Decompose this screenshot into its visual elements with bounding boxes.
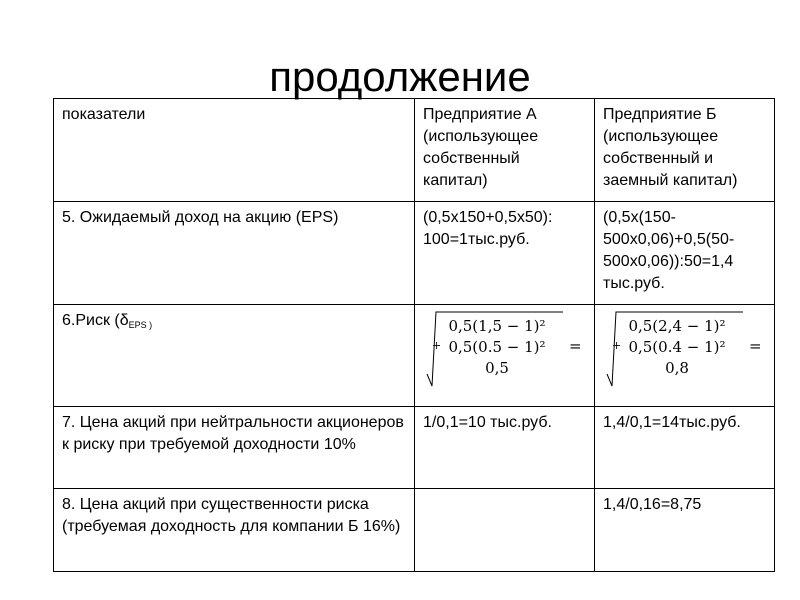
indicators-table xyxy=(53,98,775,572)
row8-company-b: 1,4/0,16=8,75 xyxy=(595,489,775,572)
table-row xyxy=(54,407,775,489)
row7-company-b: 1,4/0,1=14тыс.руб. xyxy=(595,407,775,489)
formula-b-body xyxy=(621,316,733,379)
row7-label: 7. Цена акций при нейтральности акционеров к риску при требуемой доходности 10% xyxy=(54,407,415,489)
header-company-a: Предприятие А (использующее собственный капитал) xyxy=(415,99,595,202)
formula-a-line1: 0,5(1,5 − 1)² xyxy=(448,317,546,335)
slide-title: продолжение xyxy=(269,53,531,100)
row5-company-a: (0,5х150+0,5х50): 100=1тыс.руб. xyxy=(415,202,595,305)
formula-a-equals: = xyxy=(569,337,582,355)
formula-a-body xyxy=(441,316,553,379)
formula-b-plus: + xyxy=(612,339,622,352)
risk-formula-a xyxy=(423,308,583,390)
row6-label xyxy=(54,305,415,407)
header-indicators: показатели xyxy=(54,99,415,202)
row6-label-text: 6.Риск (δ xyxy=(62,312,129,329)
formula-b-line2: 0,5(0.4 − 1)² xyxy=(628,338,726,356)
formula-a-plus: + xyxy=(432,339,442,352)
row7-company-a: 1/0,1=10 тыс.руб. xyxy=(415,407,595,489)
row6-company-b xyxy=(595,305,775,407)
risk-formula-b xyxy=(603,308,763,390)
formula-b-equals: = xyxy=(749,337,762,355)
row5-company-b: (0,5х(150-500х0,06)+0,5(50-500х0,06)):50=1,4 тыс.руб. xyxy=(595,202,775,305)
row5-label: 5. Ожидаемый доход на акцию (EPS) xyxy=(54,202,415,305)
formula-b-line3: 0,8 xyxy=(665,359,689,377)
formula-a-line2: 0,5(0.5 − 1)² xyxy=(448,338,546,356)
table-row xyxy=(54,202,775,305)
formula-b-line1: 0,5(2,4 − 1)² xyxy=(628,317,726,335)
row8-company-a xyxy=(415,489,595,572)
table-row xyxy=(54,489,775,572)
header-company-b: Предприятие Б (использующее собственный и заемный капитал) xyxy=(595,99,775,202)
row8-label: 8. Цена акций при существенности риска (требуемая доходность для компании Б 16%) xyxy=(54,489,415,572)
formula-a-line3: 0,5 xyxy=(485,359,509,377)
row6-company-a xyxy=(415,305,595,407)
row6-label-subscript: EPS ) xyxy=(128,320,153,330)
table-row xyxy=(54,305,775,407)
table-header-row xyxy=(54,99,775,202)
